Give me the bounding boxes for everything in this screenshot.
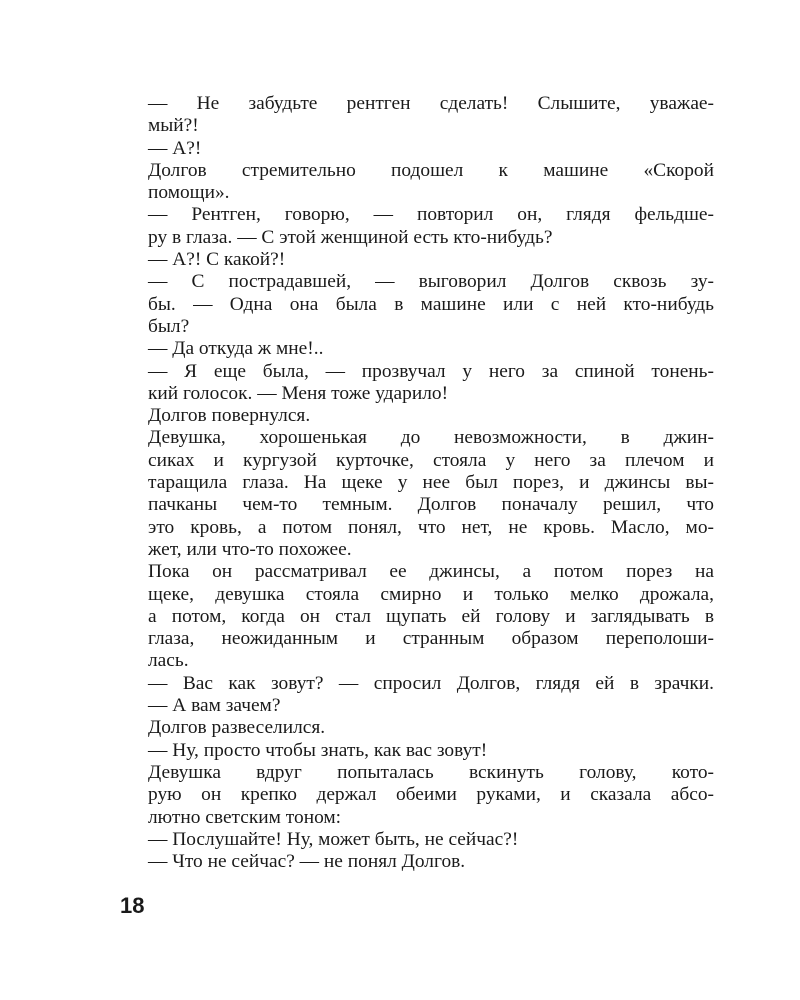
text-line: — Послушайте! Ну, может быть, не сейчас?! [148, 828, 519, 850]
text-line: Долгов развеселился. [148, 717, 326, 739]
text-line: это кровь, а потом понял, что нет, не кровь. Масло, мо- [148, 516, 714, 538]
text-line: Девушка вдруг попыталась вскинуть голову, кото- [148, 761, 714, 783]
text-line: был? [148, 315, 190, 337]
text-line: мый?! [148, 115, 199, 137]
text-line: Пока он рассматривал ее джинсы, а потом порез на [148, 561, 714, 583]
text-line: — А?! [148, 137, 202, 159]
text-line: — Я еще была, — прозвучал у него за спиной тонень- [148, 360, 714, 382]
text-line: помощи». [148, 182, 230, 204]
text-line: таращила глаза. На щеке у нее был порез, и джинсы вы- [148, 472, 714, 494]
text-line: — Вас как зовут? — спросил Долгов, глядя ей в зрачки. [148, 672, 714, 694]
text-line: — Рентген, говорю, — повторил он, глядя фельдше- [148, 204, 714, 226]
text-line: рую он крепко держал обеими руками, и сказала абсо- [148, 784, 714, 806]
text-line: а потом, когда он стал щупать ей голову и заглядывать в [148, 605, 714, 627]
text-line: — Не забудьте рентген сделать! Слышите, уважае- [148, 93, 714, 114]
text-line: щеке, девушка стояла смирно и только мелко дрожала, [148, 583, 714, 605]
text-line: — С пострадавшей, — выговорил Долгов сквозь зу- [148, 271, 714, 293]
text-line: пачканы чем-то темным. Долгов поначалу решил, что [148, 494, 714, 516]
text-line: лась. [148, 650, 189, 672]
text-line: — Да откуда ж мне!.. [148, 338, 324, 360]
text-line: — Что не сейчас? — не понял Долгов. [148, 851, 466, 873]
text-line: Долгов повернулся. [148, 405, 311, 427]
text-line: лютно светским тоном: [148, 806, 342, 828]
text-line: сиках и кургузой курточке, стояла у него за плечом и [148, 449, 714, 471]
page-number: 18 [120, 893, 145, 918]
body-text [148, 93, 714, 873]
text-line: кий голосок. — Меня тоже ударило! [148, 382, 449, 404]
text-line: — А вам зачем? [148, 695, 281, 717]
text-line: — Ну, просто чтобы знать, как вас зовут! [148, 739, 488, 761]
text-line: жет, или что-то похожее. [148, 538, 352, 560]
text-line: ру в глаза. — С этой женщиной есть кто-нибудь? [148, 226, 553, 248]
text-line: Девушка, хорошенькая до невозможности, в джин- [148, 427, 714, 449]
text-line: Долгов стремительно подошел к машине «Скорой [148, 159, 714, 181]
text-line: — А?! С какой?! [148, 249, 286, 271]
text-line: бы. — Одна она была в машине или с ней кто-нибудь [148, 293, 714, 315]
text-line: глаза, неожиданным и странным образом переполоши- [148, 628, 714, 650]
